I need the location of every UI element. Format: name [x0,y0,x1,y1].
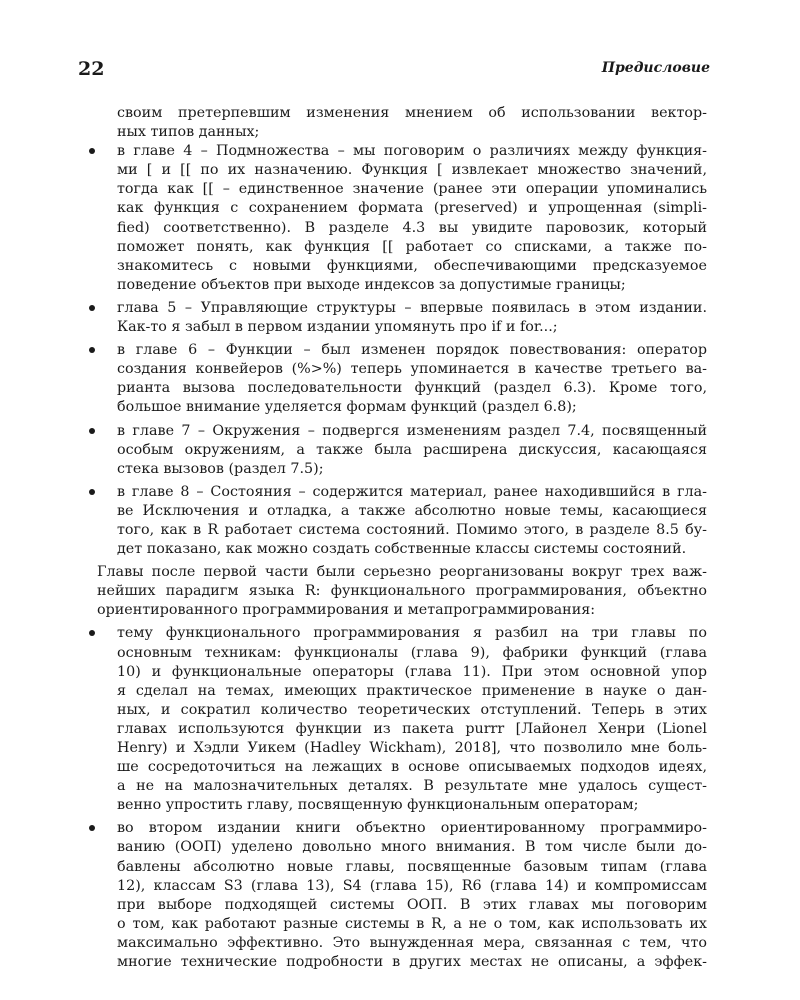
text-line: венно упростить главу, посвященную функциональным операторам; [117,797,639,814]
text-line: ванию (ООП) уделено довольно много внимания. В том числе были до- [117,839,707,856]
text-line: глава 5 – Управляющие структуры – впервые появилась в этом издании. [117,299,707,316]
list-item [85,422,707,479]
list-item [85,624,707,815]
bullet-icon [89,428,95,434]
text-line: в главе 7 – Окружения – подвергся изменениям раздел 7.4, посвященный [117,422,707,439]
text-line: ных, и сократил количество теоретических отступлений. Теперь в этих [117,701,707,718]
bullet-list-chapter-changes [85,142,707,559]
text-line: в главе 4 – Подмножества – мы поговорим о различиях между функция- [117,143,707,160]
text-line: особым окружениям, а также была расширена дискуссия, касающаяся [117,441,707,458]
text-line: Как-то я забыл в первом издании упомянуть про if и for...; [117,319,558,336]
text-line: своим претерпевшим изменения мнением об использовании вектор- [117,105,707,121]
page-body [85,104,707,972]
text-line: во втором издании книги объектно ориентированному программиро- [117,820,707,837]
text-line: 12), классам S3 (глава 13), S4 (глава 15), R6 (глава 14) и компромиссам [117,877,707,894]
text-line: о том, как работают разные системы в R, а не о том, как использовать их [117,915,707,932]
text-line: ных типов данных; [117,124,260,141]
text-line: знакомитесь с новыми функциями, обеспечивающими предсказуемое [117,257,707,274]
text-line: тогда как [[ – единственное значение (ранее эти операции упоминались [117,181,707,198]
text-line: главах используются функции из пакета purrr [Лайонел Хенри (Lionel [117,720,707,737]
list-item [85,142,707,295]
text-line: как функция с сохранением формата (preserved) и упрощенная (simpli- [117,200,707,217]
bullet-icon [89,489,95,495]
text-line: нейших парадигм языка R: функционального программирования, объектно [97,583,707,600]
text-line: бавлены абсолютно новые главы, посвященные базовым типам (глава [117,858,707,875]
text-line: а не на малозначительных деталях. В результате мне удалось сущест- [117,778,707,795]
text-line: создания конвейеров (%>%) теперь упоминается в качестве третьего ва- [117,361,707,378]
bullet-icon [89,305,95,311]
text-line: ве Исключения и отладка, а также абсолютно новые темы, касающиеся [117,502,707,519]
text-line: при выборе подходящей системы ООП. В этих главах мы поговорим [117,896,707,913]
text-line: большое внимание уделяется формам функций (раздел 6.8); [117,399,577,416]
text-line: максимально эффективно. Это вынужденная мера, связанная с тем, что [117,934,707,951]
text-line: дет показано, как можно создать собственные классы системы состояний. [117,541,687,558]
text-line: в главе 8 – Состояния – содержится материал, ранее находившийся в гла- [117,483,707,500]
page-number: 22 [78,58,105,80]
list-item [85,299,707,337]
text-line: в главе 6 – Функции – был изменен порядок повествования: оператор [117,342,707,359]
running-title: Предисловие [601,60,710,76]
text-line: ориентированного программирования и метапрограммирования: [97,602,596,619]
text-line: стека вызовов (раздел 7.5); [117,460,324,477]
text-line: ше сосредоточиться на лежащих в основе описываемых подходов идеях, [117,759,707,776]
page-header [78,58,710,84]
list-item [85,483,707,559]
text-line: 10) и функциональные операторы (глава 11). При этом основной упор [117,663,707,680]
text-line: того, как в R работает система состояний. Помимо этого, в разделе 8.5 бу- [117,521,707,538]
text-line: тему функционального программирования я разбил на три главы по [117,625,707,642]
body-paragraph [85,563,707,620]
bullet-list-paradigms [85,624,707,972]
text-line: рианта вызова последовательности функций (раздел 6.3). Кроме того, [117,380,707,397]
text-line: многие технические подробности в других местах не описаны, а эффек- [117,954,707,971]
continuation-text [85,104,707,142]
text-line: основным техникам: функционалы (глава 9), фабрики функций (глава [117,644,707,661]
text-line: я сделал на темах, имеющих практическое применение в науке о дан- [117,682,707,699]
text-line: ми [ и [[ по их назначению. Функция [ извлекает множество значений, [117,162,707,179]
text-line: Главы после первой части были серьезно реорганизованы вокруг трех важ- [97,564,707,581]
text-line: Henry) и Хэдли Уикем (Hadley Wickham), 2018], что позволило мне боль- [117,740,707,756]
list-item [85,341,707,417]
list-item [85,819,707,972]
text-line: поможет понять, как функция [[ работает со списками, а также по- [117,238,707,255]
text-line: поведение объектов при выходе индексов за допустимые границы; [117,276,626,293]
text-line: fied) соответственно). В разделе 4.3 вы увидите паровозик, который [117,219,707,236]
